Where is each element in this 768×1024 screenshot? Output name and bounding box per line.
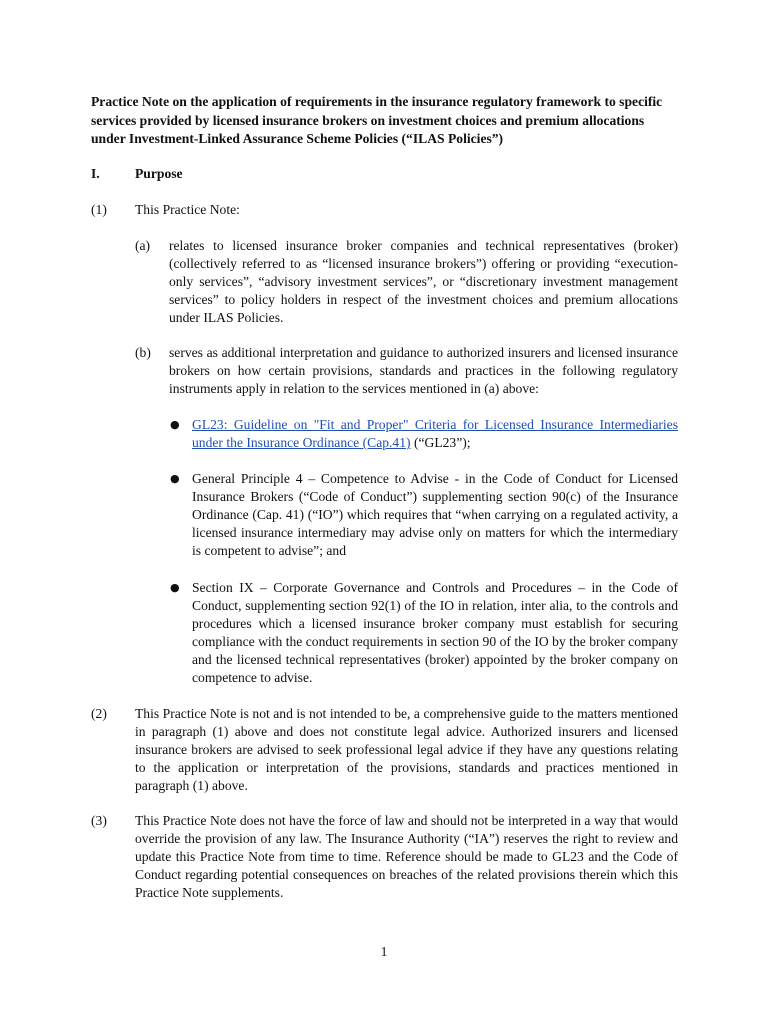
page-title: Practice Note on the application of requirements in the insurance regulatory framework to specific services provided by licensed insurance brokers on investment choices and premium allocations under Investment-Linked Assurance Scheme Policies (“ILAS Policies”) xyxy=(91,94,663,146)
paragraph-3-number: (3) xyxy=(91,813,107,828)
bullet-icon: ● xyxy=(170,472,180,485)
paragraph-1-intro: This Practice Note: xyxy=(135,202,240,217)
item-b-text: serves as additional interpretation and guidance to authorized insurers and licensed insurance brokers on how certain provisions, standards and practices in the following regulatory instruments apply in relation to the services mentioned in (a) above: xyxy=(169,345,678,396)
paragraph-2-text: This Practice Note is not and is not intended to be, a comprehensive guide to the matters mentioned in paragraph (1) above and does not constitute legal advice. Authorized insurers and licensed insurance brokers are advised to seek professional legal advice if they have any questions relating to the application or interpretation of the provisions, standards and practices mentioned in paragraph (1) above. xyxy=(135,706,678,793)
item-a-text: relates to licensed insurance broker companies and technical representatives (broker) (collectively referred to as “licensed insurance brokers”) offering or providing “execution-only services”, “advisory investment services”, or “discretionary investment management services” to policy holders in respect of the investment choices and premium allocations under ILAS Policies. xyxy=(169,238,678,325)
bullet-item-gl23 xyxy=(192,416,678,452)
bullet-item-general-principle-4: General Principle 4 – Competence to Advise - in the Code of Conduct for Licensed Insurance Brokers (“Code of Conduct”) supplementing section 90(c) of the Insurance Ordinance (Cap. 41) (“IO”) which requires that “when carrying on a regulated activity, a licensed insurance intermediary may advise only on matters for which the intermediary is competent to advise”; and xyxy=(192,471,678,558)
item-b-label: (b) xyxy=(135,345,151,360)
paragraph-3-text: This Practice Note does not have the force of law and should not be interpreted in a way that would override the provision of any law. The Insurance Authority (“IA”) reserves the right to review and update this Practice Note from time to time. Reference should be made to GL23 and the Code of Conduct regarding potential consequences on breaches of the related provisions therein which this Practice Note supplements. xyxy=(135,813,678,900)
bullet-icon: ● xyxy=(170,418,180,431)
page-number: 1 xyxy=(380,944,388,959)
gl23-suffix: (“GL23”); xyxy=(410,435,471,450)
paragraph-2-number: (2) xyxy=(91,706,107,721)
bullet-item-section-ix: Section IX – Corporate Governance and Controls and Procedures – in the Code of Conduct, supplementing section 92(1) of the IO in relation, inter alia, to the controls and procedures which a licensed insurance broker company must establish for securing compliance with the conduct requirements in section 90 of the IO by the broker company and the licensed technical representatives (broker) appointed by the broker company on competence to advise. xyxy=(192,580,678,685)
section-number: I. xyxy=(91,166,100,181)
gl23-link[interactable]: GL23: Guideline on "Fit and Proper" Criteria for Licensed Insurance Intermediaries under the Insurance Ordinance (Cap.41) xyxy=(192,417,678,450)
paragraph-1-number: (1) xyxy=(91,202,107,217)
bullet-icon: ● xyxy=(170,581,180,594)
section-title: Purpose xyxy=(135,166,183,181)
item-a-label: (a) xyxy=(135,238,151,253)
